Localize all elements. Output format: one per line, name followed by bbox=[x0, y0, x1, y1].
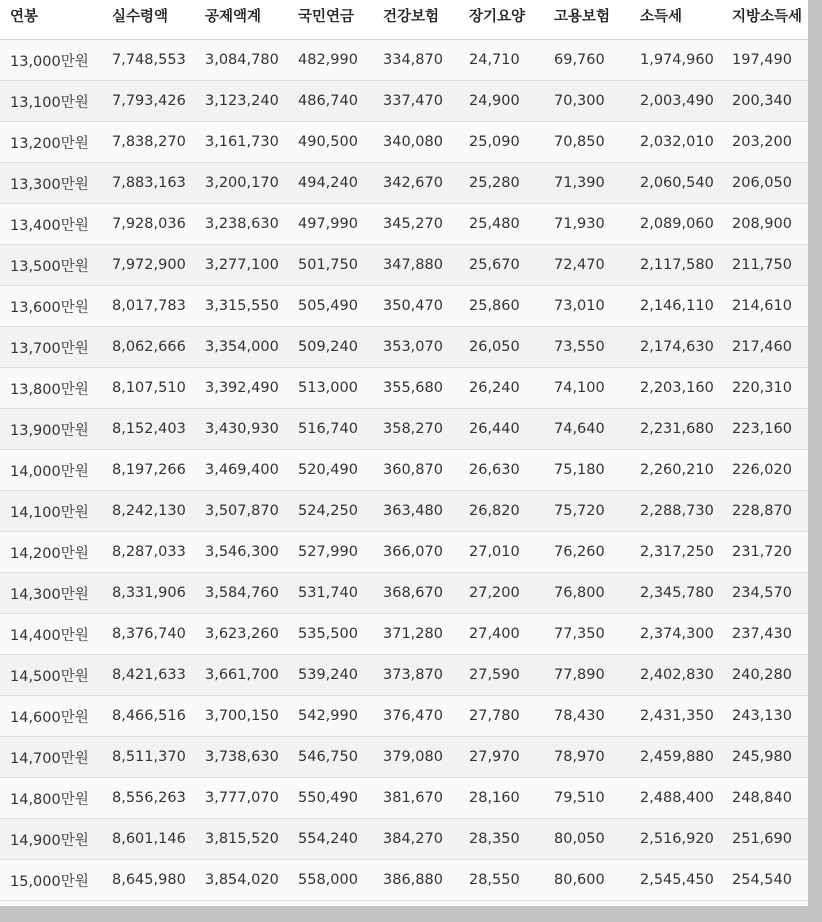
cell-national-pension: 482,990 bbox=[298, 40, 383, 81]
table-row bbox=[0, 860, 822, 901]
header-local-income-tax: 지방소득세 bbox=[732, 0, 822, 40]
table-row bbox=[0, 81, 822, 122]
cell-employment-insurance: 77,890 bbox=[554, 655, 640, 696]
cell-net-pay: 8,242,130 bbox=[112, 491, 205, 532]
cell-local-income-tax: 240,280 bbox=[732, 655, 822, 696]
cell-annual-salary: 14,100만원 bbox=[0, 491, 112, 532]
cell-national-pension: 550,490 bbox=[298, 778, 383, 819]
cell-health-insurance: 355,680 bbox=[383, 368, 469, 409]
cell-long-term-care: 25,860 bbox=[469, 286, 554, 327]
cell-income-tax: 2,231,680 bbox=[640, 409, 732, 450]
table-row bbox=[0, 819, 822, 860]
cell-total-deduction: 3,738,630 bbox=[205, 737, 298, 778]
cell-annual-salary: 13,000만원 bbox=[0, 40, 112, 81]
cell-health-insurance: 366,070 bbox=[383, 532, 469, 573]
table-row bbox=[0, 573, 822, 614]
cell-net-pay: 8,421,633 bbox=[112, 655, 205, 696]
cell-annual-salary: 13,600만원 bbox=[0, 286, 112, 327]
cell-employment-insurance: 70,850 bbox=[554, 122, 640, 163]
cell-annual-salary: 13,400만원 bbox=[0, 204, 112, 245]
table-row bbox=[0, 245, 822, 286]
cell-total-deduction: 3,854,020 bbox=[205, 860, 298, 901]
cell-income-tax: 2,374,300 bbox=[640, 614, 732, 655]
cell-long-term-care: 28,350 bbox=[469, 819, 554, 860]
cell-national-pension: 497,990 bbox=[298, 204, 383, 245]
table-row bbox=[0, 40, 822, 81]
cell-income-tax: 2,260,210 bbox=[640, 450, 732, 491]
table-row bbox=[0, 655, 822, 696]
cell-employment-insurance: 78,970 bbox=[554, 737, 640, 778]
cell-local-income-tax: 234,570 bbox=[732, 573, 822, 614]
cell-employment-insurance: 71,390 bbox=[554, 163, 640, 204]
right-margin bbox=[808, 0, 822, 922]
cell-employment-insurance: 75,180 bbox=[554, 450, 640, 491]
cell-long-term-care: 25,670 bbox=[469, 245, 554, 286]
cell-local-income-tax: 197,490 bbox=[732, 40, 822, 81]
cell-income-tax: 2,032,010 bbox=[640, 122, 732, 163]
cell-net-pay: 7,883,163 bbox=[112, 163, 205, 204]
cell-annual-salary: 14,800만원 bbox=[0, 778, 112, 819]
table-row bbox=[0, 368, 822, 409]
cell-annual-salary: 14,000만원 bbox=[0, 450, 112, 491]
cell-long-term-care: 26,240 bbox=[469, 368, 554, 409]
cell-total-deduction: 3,161,730 bbox=[205, 122, 298, 163]
cell-employment-insurance: 80,050 bbox=[554, 819, 640, 860]
cell-annual-salary: 13,200만원 bbox=[0, 122, 112, 163]
header-total-deduction: 공제액계 bbox=[205, 0, 298, 40]
cell-income-tax: 2,003,490 bbox=[640, 81, 732, 122]
cell-national-pension: 546,750 bbox=[298, 737, 383, 778]
cell-health-insurance: 347,880 bbox=[383, 245, 469, 286]
table-row bbox=[0, 286, 822, 327]
cell-long-term-care: 25,280 bbox=[469, 163, 554, 204]
bottom-margin bbox=[0, 906, 822, 922]
cell-net-pay: 8,601,146 bbox=[112, 819, 205, 860]
cell-local-income-tax: 214,610 bbox=[732, 286, 822, 327]
cell-health-insurance: 350,470 bbox=[383, 286, 469, 327]
cell-net-pay: 8,331,906 bbox=[112, 573, 205, 614]
table-row bbox=[0, 327, 822, 368]
cell-national-pension: 520,490 bbox=[298, 450, 383, 491]
cell-total-deduction: 3,623,260 bbox=[205, 614, 298, 655]
cell-health-insurance: 386,880 bbox=[383, 860, 469, 901]
cell-employment-insurance: 70,300 bbox=[554, 81, 640, 122]
cell-income-tax: 2,117,580 bbox=[640, 245, 732, 286]
cell-income-tax: 2,288,730 bbox=[640, 491, 732, 532]
table-row bbox=[0, 122, 822, 163]
cell-national-pension: 505,490 bbox=[298, 286, 383, 327]
cell-annual-salary: 14,500만원 bbox=[0, 655, 112, 696]
table-row bbox=[0, 163, 822, 204]
cell-local-income-tax: 217,460 bbox=[732, 327, 822, 368]
cell-long-term-care: 27,400 bbox=[469, 614, 554, 655]
cell-long-term-care: 27,780 bbox=[469, 696, 554, 737]
cell-local-income-tax: 245,980 bbox=[732, 737, 822, 778]
cell-total-deduction: 3,084,780 bbox=[205, 40, 298, 81]
cell-health-insurance: 334,870 bbox=[383, 40, 469, 81]
cell-long-term-care: 27,970 bbox=[469, 737, 554, 778]
cell-net-pay: 8,376,740 bbox=[112, 614, 205, 655]
cell-employment-insurance: 75,720 bbox=[554, 491, 640, 532]
header-health-insurance: 건강보험 bbox=[383, 0, 469, 40]
cell-employment-insurance: 77,350 bbox=[554, 614, 640, 655]
cell-income-tax: 2,431,350 bbox=[640, 696, 732, 737]
cell-total-deduction: 3,584,760 bbox=[205, 573, 298, 614]
cell-employment-insurance: 79,510 bbox=[554, 778, 640, 819]
cell-local-income-tax: 248,840 bbox=[732, 778, 822, 819]
cell-total-deduction: 3,430,930 bbox=[205, 409, 298, 450]
cell-income-tax: 2,060,540 bbox=[640, 163, 732, 204]
cell-employment-insurance: 74,640 bbox=[554, 409, 640, 450]
cell-annual-salary: 14,400만원 bbox=[0, 614, 112, 655]
cell-employment-insurance: 71,930 bbox=[554, 204, 640, 245]
cell-employment-insurance: 80,600 bbox=[554, 860, 640, 901]
cell-annual-salary: 14,600만원 bbox=[0, 696, 112, 737]
cell-national-pension: 531,740 bbox=[298, 573, 383, 614]
cell-long-term-care: 27,200 bbox=[469, 573, 554, 614]
cell-total-deduction: 3,200,170 bbox=[205, 163, 298, 204]
cell-national-pension: 558,000 bbox=[298, 860, 383, 901]
cell-health-insurance: 371,280 bbox=[383, 614, 469, 655]
cell-national-pension: 554,240 bbox=[298, 819, 383, 860]
cell-net-pay: 7,838,270 bbox=[112, 122, 205, 163]
cell-health-insurance: 368,670 bbox=[383, 573, 469, 614]
cell-long-term-care: 26,820 bbox=[469, 491, 554, 532]
cell-national-pension: 509,240 bbox=[298, 327, 383, 368]
cell-total-deduction: 3,392,490 bbox=[205, 368, 298, 409]
cell-net-pay: 8,062,666 bbox=[112, 327, 205, 368]
cell-national-pension: 539,240 bbox=[298, 655, 383, 696]
cell-long-term-care: 24,900 bbox=[469, 81, 554, 122]
cell-local-income-tax: 203,200 bbox=[732, 122, 822, 163]
cell-annual-salary: 14,700만원 bbox=[0, 737, 112, 778]
cell-local-income-tax: 220,310 bbox=[732, 368, 822, 409]
cell-long-term-care: 25,090 bbox=[469, 122, 554, 163]
cell-national-pension: 513,000 bbox=[298, 368, 383, 409]
header-row bbox=[0, 0, 822, 40]
table-row bbox=[0, 491, 822, 532]
cell-employment-insurance: 74,100 bbox=[554, 368, 640, 409]
cell-health-insurance: 376,470 bbox=[383, 696, 469, 737]
cell-total-deduction: 3,354,000 bbox=[205, 327, 298, 368]
cell-income-tax: 2,203,160 bbox=[640, 368, 732, 409]
cell-local-income-tax: 200,340 bbox=[732, 81, 822, 122]
cell-national-pension: 516,740 bbox=[298, 409, 383, 450]
cell-national-pension: 535,500 bbox=[298, 614, 383, 655]
cell-health-insurance: 342,670 bbox=[383, 163, 469, 204]
cell-national-pension: 527,990 bbox=[298, 532, 383, 573]
cell-net-pay: 8,645,980 bbox=[112, 860, 205, 901]
cell-long-term-care: 28,550 bbox=[469, 860, 554, 901]
cell-total-deduction: 3,700,150 bbox=[205, 696, 298, 737]
header-annual-salary: 연봉 bbox=[0, 0, 112, 40]
cell-income-tax: 2,545,450 bbox=[640, 860, 732, 901]
cell-local-income-tax: 226,020 bbox=[732, 450, 822, 491]
cell-net-pay: 8,511,370 bbox=[112, 737, 205, 778]
header-employment-insurance: 고용보험 bbox=[554, 0, 640, 40]
cell-net-pay: 8,556,263 bbox=[112, 778, 205, 819]
cell-annual-salary: 13,100만원 bbox=[0, 81, 112, 122]
cell-health-insurance: 353,070 bbox=[383, 327, 469, 368]
cell-income-tax: 2,402,830 bbox=[640, 655, 732, 696]
cell-employment-insurance: 76,800 bbox=[554, 573, 640, 614]
cell-local-income-tax: 231,720 bbox=[732, 532, 822, 573]
cell-annual-salary: 13,300만원 bbox=[0, 163, 112, 204]
table-row bbox=[0, 737, 822, 778]
cell-local-income-tax: 211,750 bbox=[732, 245, 822, 286]
cell-long-term-care: 27,010 bbox=[469, 532, 554, 573]
cell-net-pay: 8,287,033 bbox=[112, 532, 205, 573]
cell-local-income-tax: 237,430 bbox=[732, 614, 822, 655]
cell-annual-salary: 13,700만원 bbox=[0, 327, 112, 368]
cell-total-deduction: 3,238,630 bbox=[205, 204, 298, 245]
header-national-pension: 국민연금 bbox=[298, 0, 383, 40]
cell-total-deduction: 3,777,070 bbox=[205, 778, 298, 819]
cell-employment-insurance: 72,470 bbox=[554, 245, 640, 286]
cell-income-tax: 2,516,920 bbox=[640, 819, 732, 860]
cell-national-pension: 501,750 bbox=[298, 245, 383, 286]
table-body bbox=[0, 40, 822, 901]
table-row bbox=[0, 450, 822, 491]
cell-total-deduction: 3,277,100 bbox=[205, 245, 298, 286]
cell-income-tax: 2,488,400 bbox=[640, 778, 732, 819]
table-row bbox=[0, 204, 822, 245]
cell-local-income-tax: 254,540 bbox=[732, 860, 822, 901]
cell-employment-insurance: 73,010 bbox=[554, 286, 640, 327]
cell-national-pension: 542,990 bbox=[298, 696, 383, 737]
header-long-term-care: 장기요양 bbox=[469, 0, 554, 40]
cell-total-deduction: 3,661,700 bbox=[205, 655, 298, 696]
table-header bbox=[0, 0, 822, 40]
cell-employment-insurance: 78,430 bbox=[554, 696, 640, 737]
cell-local-income-tax: 206,050 bbox=[732, 163, 822, 204]
cell-health-insurance: 363,480 bbox=[383, 491, 469, 532]
cell-income-tax: 2,459,880 bbox=[640, 737, 732, 778]
cell-long-term-care: 25,480 bbox=[469, 204, 554, 245]
cell-net-pay: 8,017,783 bbox=[112, 286, 205, 327]
cell-health-insurance: 337,470 bbox=[383, 81, 469, 122]
cell-local-income-tax: 228,870 bbox=[732, 491, 822, 532]
cell-income-tax: 2,146,110 bbox=[640, 286, 732, 327]
cell-net-pay: 8,466,516 bbox=[112, 696, 205, 737]
cell-annual-salary: 14,300만원 bbox=[0, 573, 112, 614]
cell-local-income-tax: 243,130 bbox=[732, 696, 822, 737]
cell-health-insurance: 379,080 bbox=[383, 737, 469, 778]
cell-net-pay: 8,107,510 bbox=[112, 368, 205, 409]
cell-health-insurance: 345,270 bbox=[383, 204, 469, 245]
cell-health-insurance: 381,670 bbox=[383, 778, 469, 819]
cell-income-tax: 2,174,630 bbox=[640, 327, 732, 368]
cell-income-tax: 1,974,960 bbox=[640, 40, 732, 81]
table-row bbox=[0, 409, 822, 450]
cell-total-deduction: 3,507,870 bbox=[205, 491, 298, 532]
cell-net-pay: 7,793,426 bbox=[112, 81, 205, 122]
cell-annual-salary: 14,200만원 bbox=[0, 532, 112, 573]
cell-total-deduction: 3,815,520 bbox=[205, 819, 298, 860]
cell-net-pay: 7,972,900 bbox=[112, 245, 205, 286]
table-row bbox=[0, 778, 822, 819]
cell-total-deduction: 3,123,240 bbox=[205, 81, 298, 122]
cell-long-term-care: 26,630 bbox=[469, 450, 554, 491]
cell-total-deduction: 3,546,300 bbox=[205, 532, 298, 573]
cell-national-pension: 490,500 bbox=[298, 122, 383, 163]
cell-local-income-tax: 208,900 bbox=[732, 204, 822, 245]
cell-annual-salary: 13,800만원 bbox=[0, 368, 112, 409]
cell-annual-salary: 15,000만원 bbox=[0, 860, 112, 901]
header-net-pay: 실수령액 bbox=[112, 0, 205, 40]
cell-long-term-care: 24,710 bbox=[469, 40, 554, 81]
cell-annual-salary: 13,500만원 bbox=[0, 245, 112, 286]
cell-national-pension: 486,740 bbox=[298, 81, 383, 122]
cell-income-tax: 2,317,250 bbox=[640, 532, 732, 573]
cell-net-pay: 7,928,036 bbox=[112, 204, 205, 245]
cell-total-deduction: 3,315,550 bbox=[205, 286, 298, 327]
cell-long-term-care: 27,590 bbox=[469, 655, 554, 696]
cell-annual-salary: 13,900만원 bbox=[0, 409, 112, 450]
table-row bbox=[0, 696, 822, 737]
cell-net-pay: 8,197,266 bbox=[112, 450, 205, 491]
table-row bbox=[0, 614, 822, 655]
header-income-tax: 소득세 bbox=[640, 0, 732, 40]
cell-total-deduction: 3,469,400 bbox=[205, 450, 298, 491]
cell-local-income-tax: 251,690 bbox=[732, 819, 822, 860]
cell-employment-insurance: 69,760 bbox=[554, 40, 640, 81]
cell-long-term-care: 26,440 bbox=[469, 409, 554, 450]
cell-national-pension: 524,250 bbox=[298, 491, 383, 532]
cell-net-pay: 8,152,403 bbox=[112, 409, 205, 450]
cell-local-income-tax: 223,160 bbox=[732, 409, 822, 450]
cell-employment-insurance: 73,550 bbox=[554, 327, 640, 368]
cell-long-term-care: 28,160 bbox=[469, 778, 554, 819]
cell-health-insurance: 340,080 bbox=[383, 122, 469, 163]
cell-health-insurance: 384,270 bbox=[383, 819, 469, 860]
table-row bbox=[0, 532, 822, 573]
cell-income-tax: 2,345,780 bbox=[640, 573, 732, 614]
cell-health-insurance: 358,270 bbox=[383, 409, 469, 450]
cell-long-term-care: 26,050 bbox=[469, 327, 554, 368]
cell-net-pay: 7,748,553 bbox=[112, 40, 205, 81]
cell-income-tax: 2,089,060 bbox=[640, 204, 732, 245]
cell-health-insurance: 360,870 bbox=[383, 450, 469, 491]
cell-annual-salary: 14,900만원 bbox=[0, 819, 112, 860]
cell-national-pension: 494,240 bbox=[298, 163, 383, 204]
cell-health-insurance: 373,870 bbox=[383, 655, 469, 696]
cell-employment-insurance: 76,260 bbox=[554, 532, 640, 573]
